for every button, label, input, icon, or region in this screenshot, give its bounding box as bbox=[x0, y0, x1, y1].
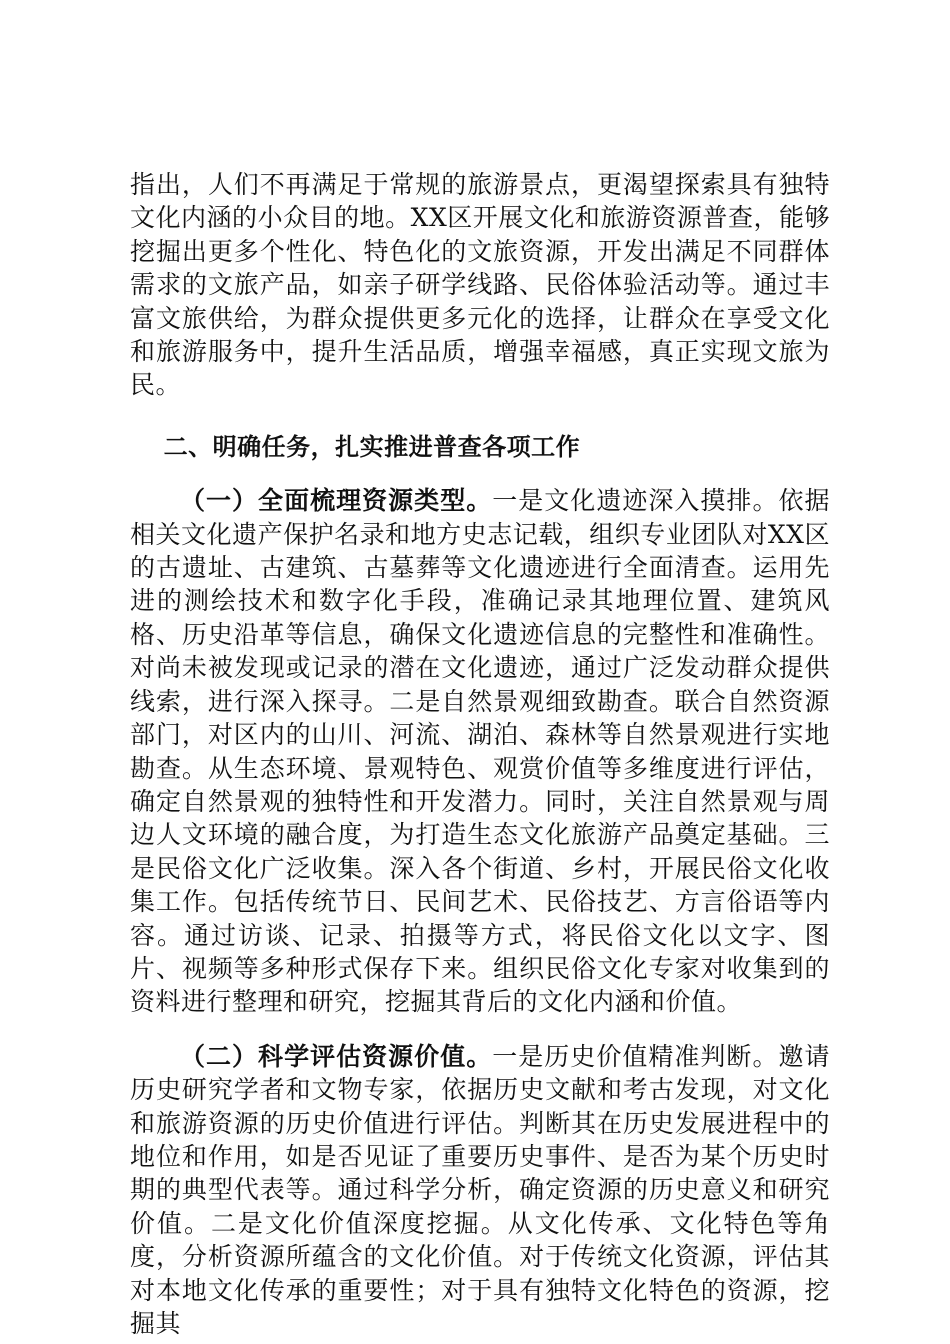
paragraph-spacer bbox=[130, 402, 830, 431]
subsection-text-2: 一是历史价值精准判断。邀请历史研究学者和文物专家，依据历史文献和考古发现，对文化和旅游资源的历史价值进行评估。判断其在历史发展进程中的地位和作用，如是否见证了重要历史事件、是否为某个历史时期的典型代表等。通过科学分析，确定资源的历史意义和研究价值。二是文化价值深度挖掘。从文化传承、文化特色等角度，分析资源所蕴含的文化价值。对于传统文化资源，评估其对本地文化传承的重要性；对于具有独特文化特色的资源，挖掘其 bbox=[130, 1041, 830, 1338]
paragraph-spacer bbox=[130, 464, 830, 484]
paragraph-spacer bbox=[130, 1019, 830, 1040]
subsection-paragraph-2 bbox=[130, 1040, 830, 1341]
subsection-heading-2: （二）科学评估资源价值。 bbox=[180, 1041, 493, 1071]
subsection-heading-1: （一）全面梳理资源类型。 bbox=[180, 486, 493, 516]
subsection-text-1: 一是文化遗迹深入摸排。依据相关文化遗产保护名录和地方史志记载，组织专业团队对XX区的古遗址、古建筑、古墓葬等文化遗迹进行全面清查。运用先进的测绘技术和数字化手段，准确记录其地理位置、建筑风格、历史沿革等信息，确保文化遗迹信息的完整性和准确性。对尚未被发现或记录的潜在文化遗迹，通过广泛发动群众提供线索，进行深入探寻。二是自然景观细致勘查。联合自然资源部门，对区内的山川、河流、湖泊、森林等自然景观进行实地勘查。从生态环境、景观特色、观赏价值等多维度进行评估，确定自然景观的独特性和开发潜力。同时，关注自然景观与周边人文环境的融合度，为打造生态文化旅游产品奠定基础。三是民俗文化广泛收集。深入各个街道、乡村，开展民俗文化收集工作。包括传统节日、民间艺术、民俗技艺、方言俗语等内容。通过访谈、记录、拍摄等方式，将民俗文化以文字、图片、视频等多种形式保存下来。组织民俗文化专家对收集到的资料进行整理和研究，挖掘其背后的文化内涵和价值。 bbox=[130, 486, 830, 1017]
subsection-paragraph-1 bbox=[130, 484, 830, 1019]
section-heading: 二、明确任务，扎实推进普查各项工作 bbox=[163, 432, 581, 461]
paragraph-continuation: 指出，人们不再满足于常规的旅游景点，更渴望探索具有独特文化内涵的小众目的地。XX区开展文化和旅游资源普查，能够挖掘出更多个性化、特色化的文旅资源，开发出满足不同群体需求的文旅产品，如亲子研学线路、民俗体验活动等。通过丰富文旅供给，为群众提供更多元化的选择，让群众在享受文化和旅游服务中，提升生活品质，增强幸福感，真正实现文旅为民。 bbox=[130, 170, 830, 400]
document-body bbox=[130, 168, 830, 1340]
